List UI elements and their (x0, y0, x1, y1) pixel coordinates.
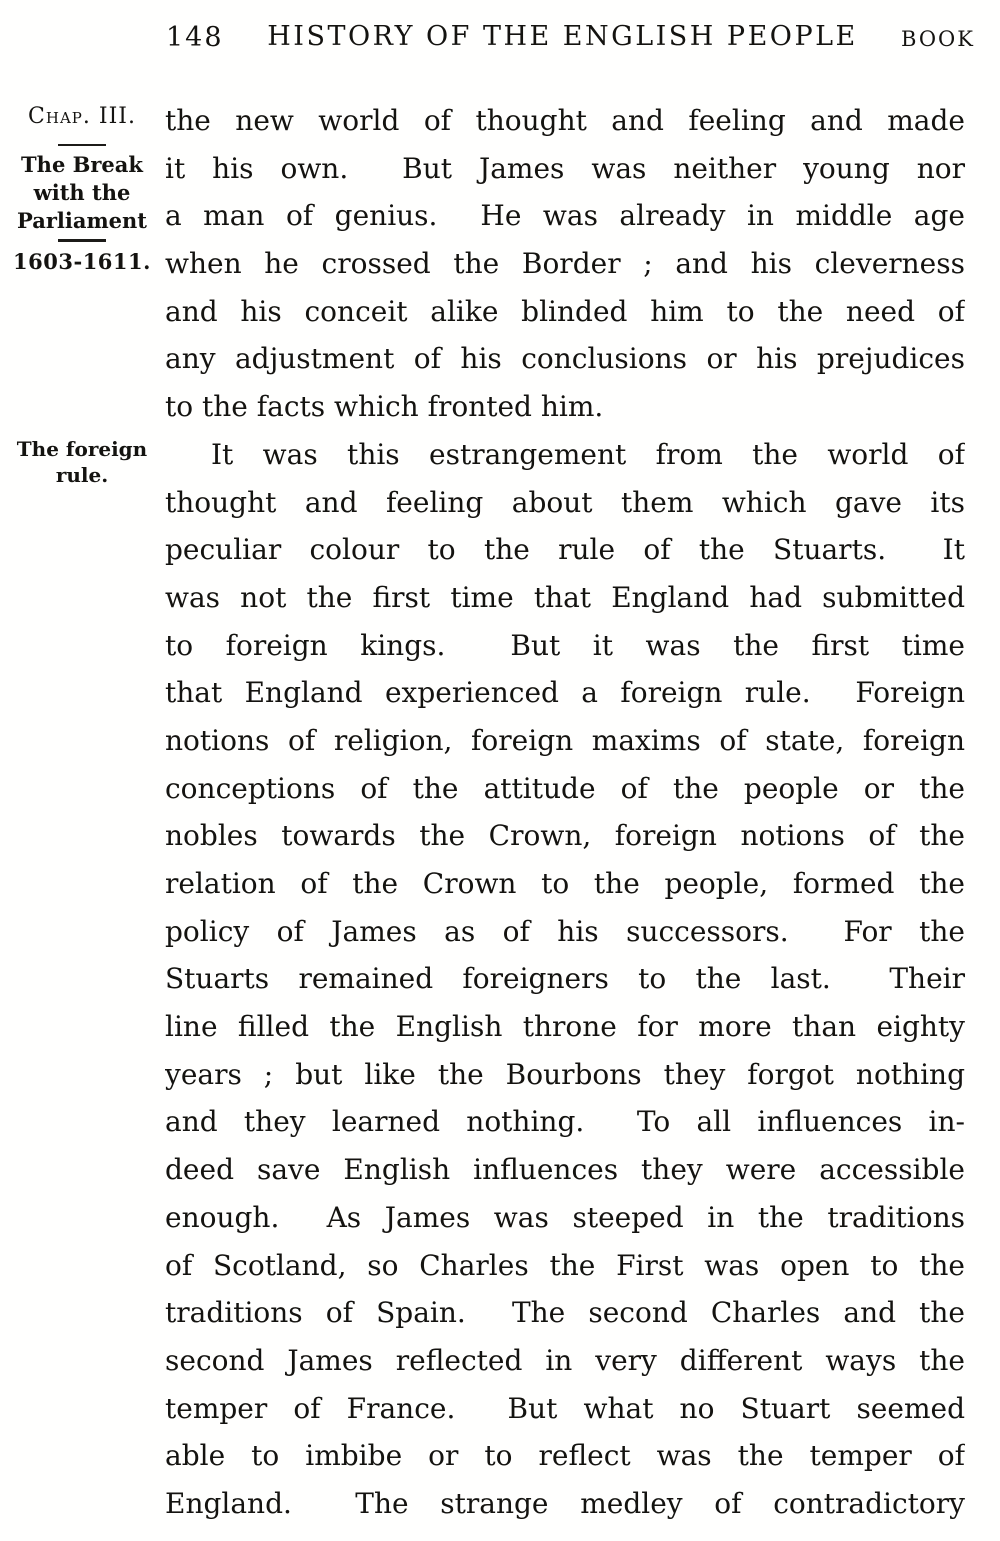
text-line: policy of James as of his successors. For the (165, 914, 965, 948)
chapter-label: Chap. III. (28, 104, 136, 129)
margin-note-foreign-rule (6, 436, 158, 488)
margin-note-section-title (6, 151, 158, 235)
text-line: able to imbibe or to reflect was the temper of (165, 1439, 965, 1473)
text-line: when he crossed the Border ; and his cleverness (165, 247, 965, 281)
margin-note-line: rule. (55, 463, 109, 487)
text-line: Stuarts remained foreigners to the last. Their (165, 962, 965, 996)
text-line: any adjustment of his conclusions or his prejudices (165, 342, 965, 376)
text-line: to foreign kings. But it was the first time (165, 628, 965, 662)
margin-note-line: The Break (21, 152, 143, 177)
text-line: temper of France. But what no Stuart seemed (165, 1391, 965, 1425)
margin-rule-thick (58, 239, 106, 242)
text-line: the new world of thought and feeling and made (165, 104, 965, 137)
margin-note-date-range: 1603-1611. (13, 249, 151, 274)
running-title: HISTORY OF THE ENGLISH PEOPLE (267, 21, 858, 52)
text-line: line filled the English throne for more than eighty (165, 1010, 965, 1044)
body-text (165, 97, 965, 1528)
margin-note-line: Parliament (16, 208, 147, 233)
margin-note-line: with the (33, 180, 131, 205)
text-line: England. The strange medley of contradictory (165, 1486, 965, 1520)
margin-note-line: The foreign (16, 437, 148, 461)
text-line: it his own. But James was neither young nor (165, 151, 965, 185)
margin-rule-thin (58, 144, 106, 146)
text-line: was not the first time that England had submitted (165, 580, 965, 614)
text-line: notions of religion, foreign maxims of state, foreign (165, 723, 965, 757)
page-number: 148 (166, 22, 224, 53)
text-line: conceptions of the attitude of the people or the (165, 771, 965, 805)
text-line: thought and feeling about them which gave its (165, 485, 965, 519)
text-line: relation of the Crown to the people, formed the (165, 867, 965, 900)
text-line: deed save English influences they were accessible (165, 1153, 965, 1187)
text-line: It was this estrangement from the world of (211, 437, 965, 471)
text-line: a man of genius. He was already in middle age (165, 199, 965, 233)
text-line: to the facts which fronted him. (165, 390, 604, 424)
text-line: and they learned nothing. To all influences in- (165, 1105, 965, 1139)
text-line: that England experienced a foreign rule. Foreign (165, 676, 965, 710)
text-line: and his conceit alike blinded him to the need of (165, 294, 965, 328)
text-line: years ; but like the Bourbons they forgot nothing (165, 1057, 965, 1091)
text-line: nobles towards the Crown, foreign notions of the (165, 819, 965, 853)
text-line: enough. As James was steeped in the traditions (165, 1200, 965, 1234)
text-line: second James reflected in very different ways the (165, 1343, 965, 1377)
text-line: traditions of Spain. The second Charles and the (165, 1296, 965, 1330)
text-line: peculiar colour to the rule of the Stuarts. It (165, 533, 965, 567)
book-signature-label: BOOK (901, 27, 975, 51)
text-line: of Scotland, so Charles the First was open to the (165, 1248, 965, 1282)
